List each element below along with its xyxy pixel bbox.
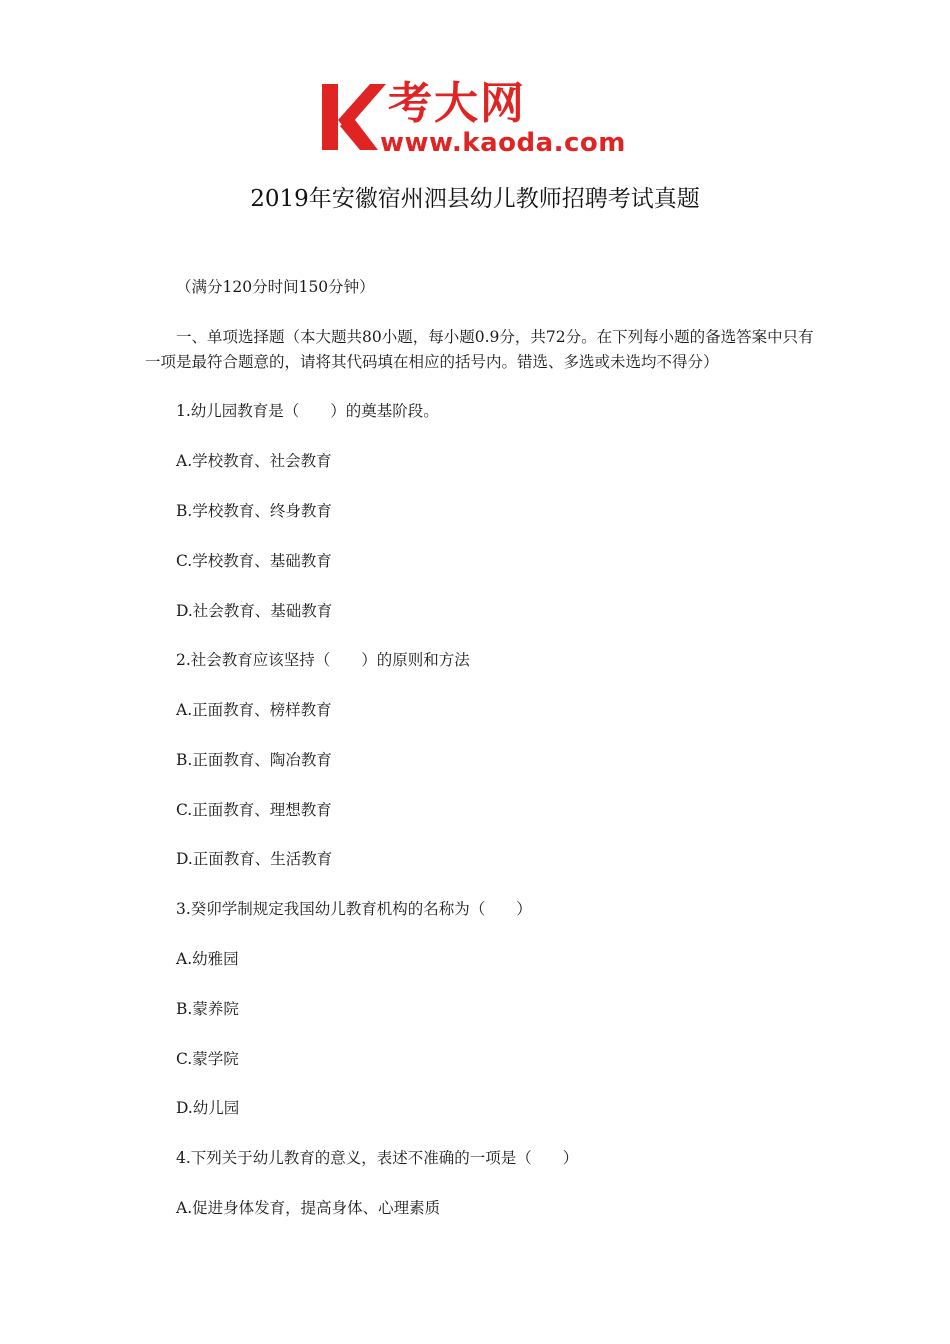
question-stem: 2.社会教育应该坚持（ ）的原则和方法 <box>176 651 470 669</box>
question-stem: 1.幼儿园教育是（ ）的奠基阶段。 <box>176 402 439 420</box>
question-option: C.学校教育、基础教育 <box>176 552 332 570</box>
question-option: B.正面教育、陶冶教育 <box>176 751 332 769</box>
question-option: C.蒙学院 <box>176 1050 239 1068</box>
question-option: C.正面教育、理想教育 <box>176 801 332 819</box>
kaoda-logo <box>318 78 638 160</box>
question-option: D.幼儿园 <box>176 1099 240 1117</box>
section-heading: 一、单项选择题（本大题共80小题，每小题0.9分，共72分。在下列每小题的备选答案中只有一项是最符合题意的，请将其代码填在相应的括号内。错选、多选或未选均不得分） <box>145 328 814 371</box>
question-option: A.幼雅园 <box>176 950 239 968</box>
question-option: A.正面教育、榜样教育 <box>176 701 332 719</box>
question-option: D.正面教育、生活教育 <box>176 850 333 868</box>
exam-meta: （满分120分时间150分钟） <box>176 278 375 296</box>
question-option: D.社会教育、基础教育 <box>176 602 333 620</box>
question-option: B.蒙养院 <box>176 1000 239 1018</box>
document-title: 2019年安徽宿州泗县幼儿教师招聘考试真题 <box>250 186 700 212</box>
question-option: A.学校教育、社会教育 <box>176 452 332 470</box>
k-logo-icon <box>318 78 388 158</box>
logo-brand-text: 考大网 <box>388 78 526 129</box>
question-stem: 3.癸卯学制规定我国幼儿教育机构的名称为（ ） <box>176 900 532 918</box>
question-option: A.促进身体发育，提高身体、心理素质 <box>176 1199 441 1217</box>
question-option: B.学校教育、终身教育 <box>176 502 332 520</box>
logo-url-text: www.kaoda.com <box>380 128 626 158</box>
question-stem: 4.下列关于幼儿教育的意义，表述不准确的一项是（ ） <box>176 1149 579 1167</box>
